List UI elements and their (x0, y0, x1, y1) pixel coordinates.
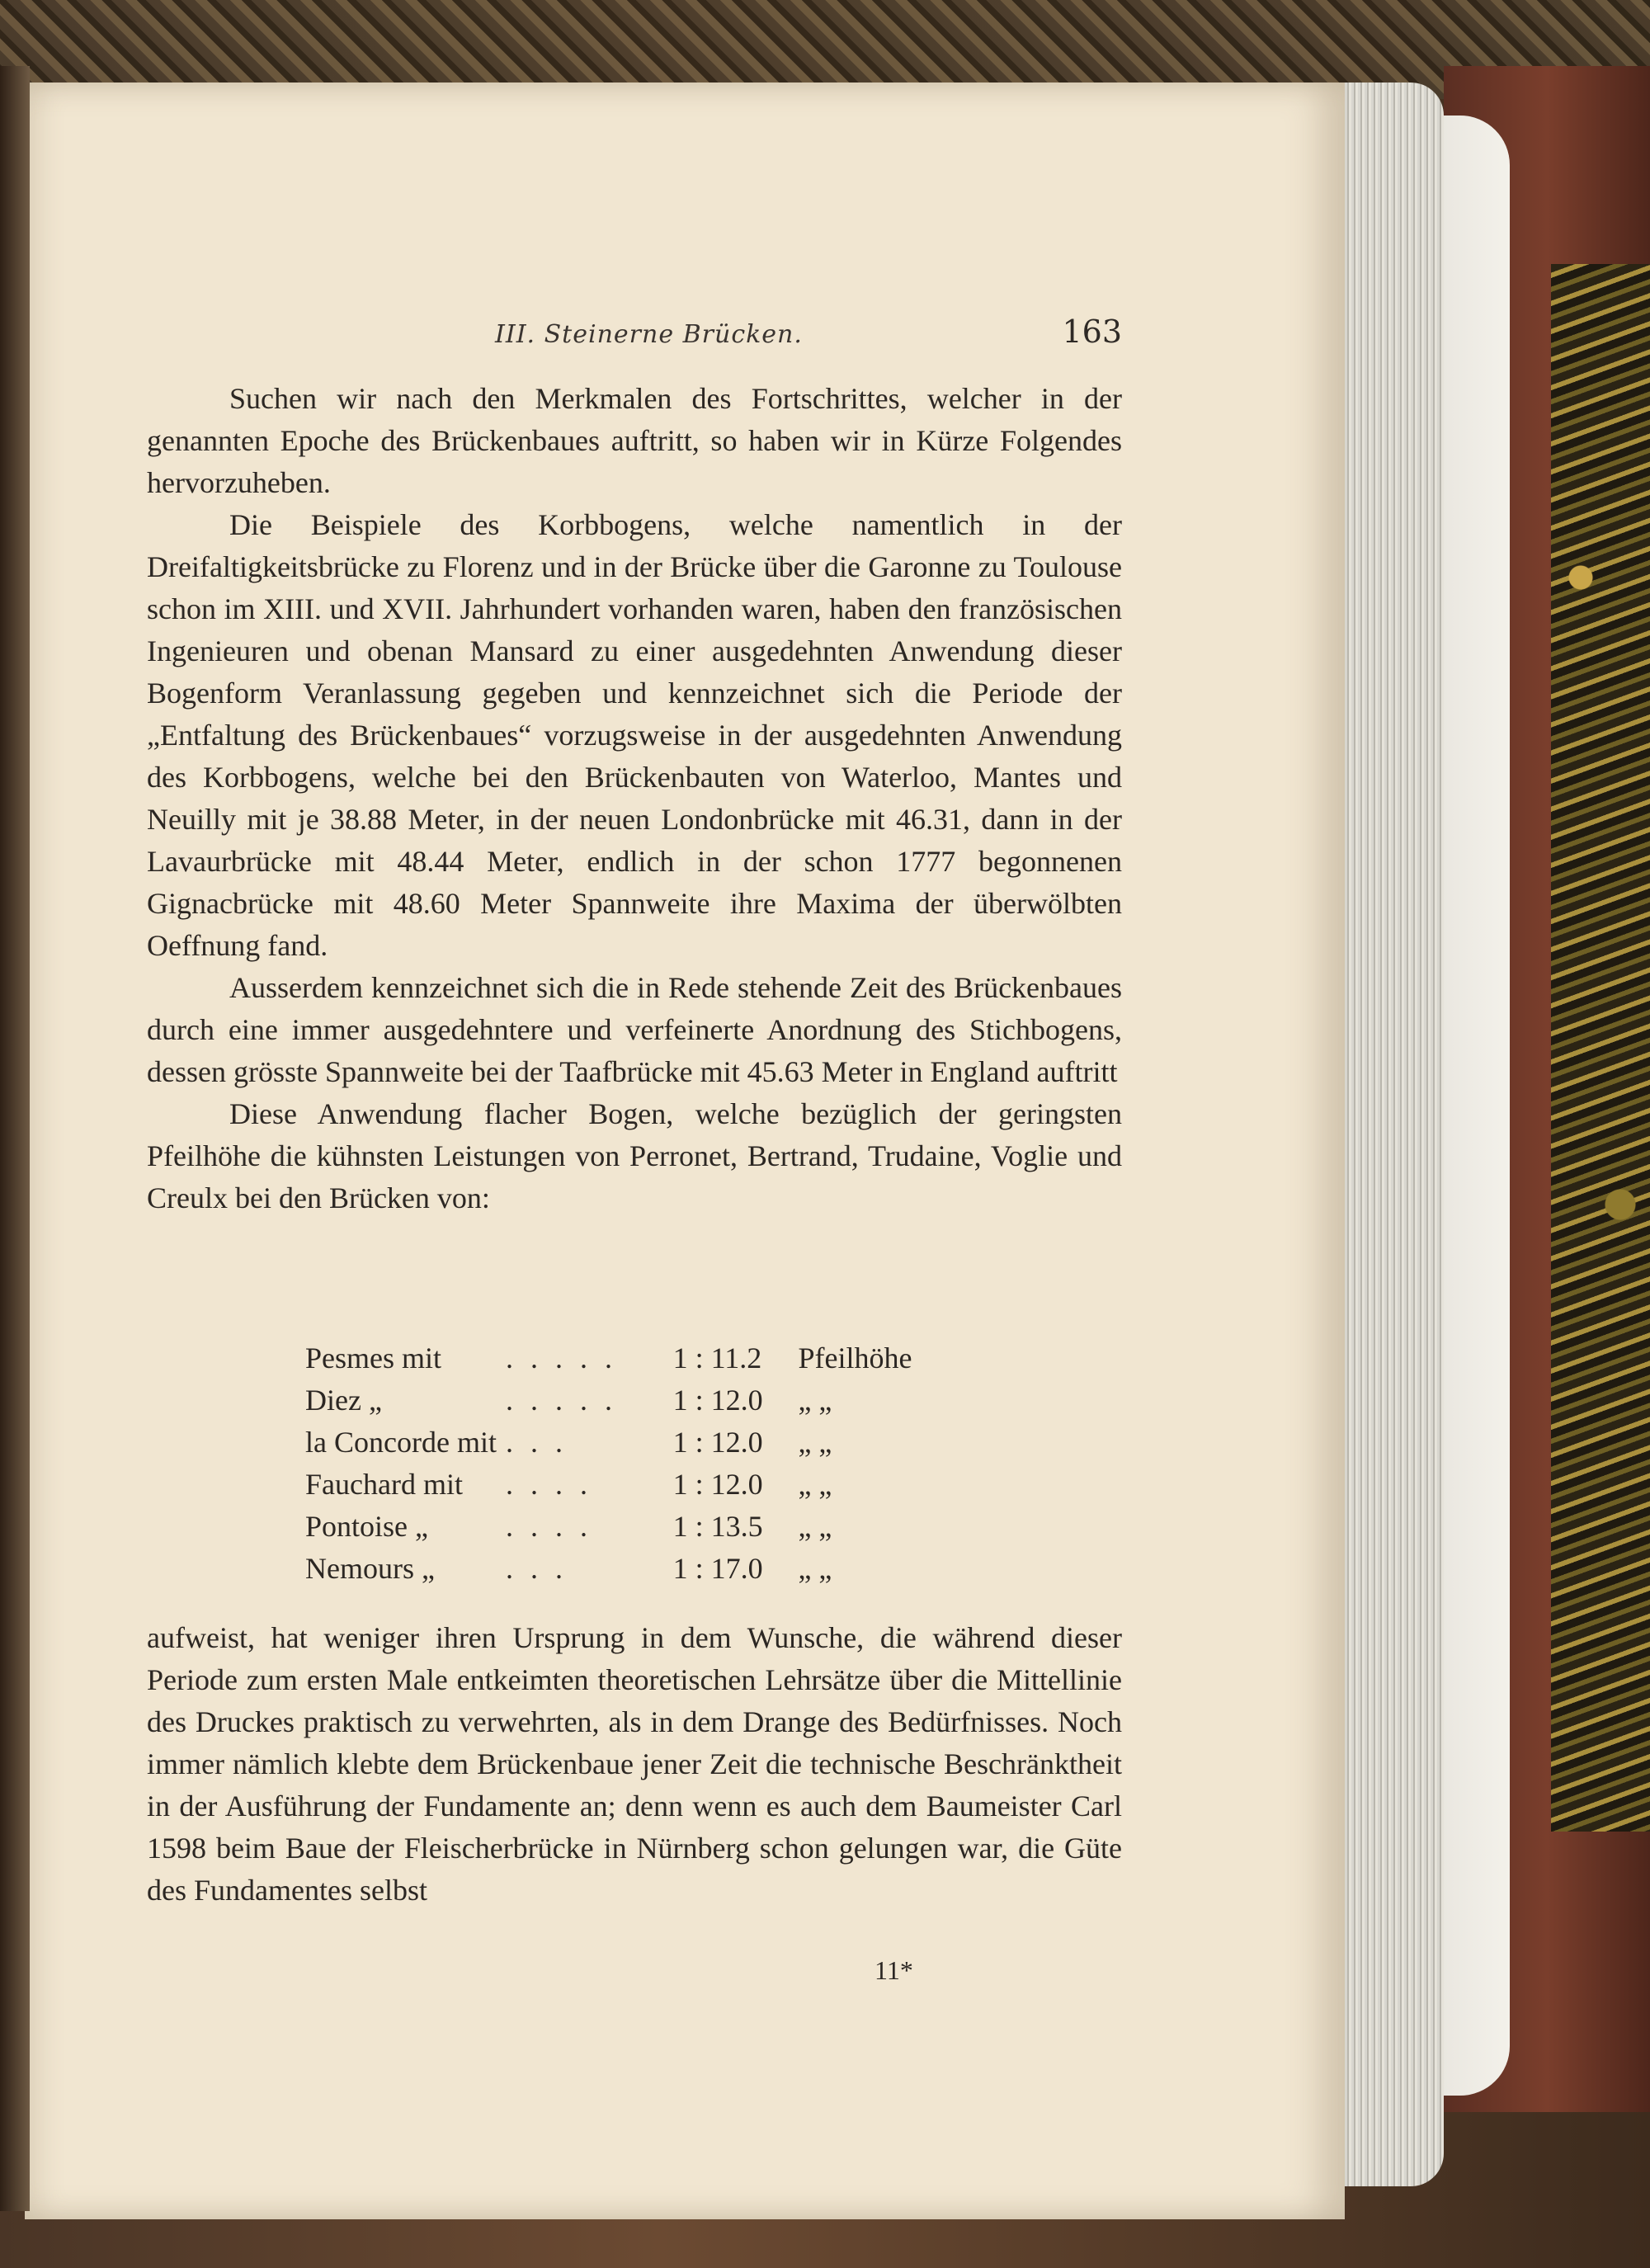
table-row (305, 1337, 965, 1379)
left-gutter (0, 66, 30, 2211)
place-cell: Diez „ (305, 1383, 382, 1417)
dots-cell: . . . . (506, 1509, 593, 1543)
body-text (147, 378, 1122, 1219)
dots-cell: . . . (506, 1551, 568, 1585)
dots-cell: . . . . . (506, 1341, 618, 1374)
page-edge-white (1436, 116, 1510, 2096)
place-cell: Nemours „ (305, 1551, 435, 1585)
dots-cell: . . . . (506, 1467, 593, 1501)
paragraph-3: Ausserdem kennzeichnet sich die in Rede stehende Zeit des Brückenbaues durch eine immer ausgedehntere und verfeinerte Anordnung des Stichbogens, dessen grösste Spannweite bei der Taafbrücke mit 45.63 Meter in England auftritt (147, 971, 1122, 1088)
paragraph-4: Diese Anwendung flacher Bogen, welche bezüglich der geringsten Pfeilhöhe die kühnsten Leistungen von Perronet, Bertrand, Trudaine, Voglie und Creulx bei den Brücken von: (147, 1097, 1122, 1214)
unit-cell: „ „ (798, 1551, 832, 1585)
paragraph-1: Suchen wir nach den Merkmalen des Fortschrittes, welcher in der genannten Epoche des Brückenbaues auftritt, so haben wir in Kürze Folgendes hervorzuheben. (147, 382, 1122, 499)
ratio-cell: 1 : 12.0 (672, 1467, 763, 1501)
table-row (305, 1463, 965, 1505)
ratio-cell: 1 : 13.5 (672, 1509, 763, 1543)
unit-cell: „ „ (798, 1425, 832, 1459)
running-title: III. Steinerne Brücken. (495, 320, 803, 349)
running-head (148, 314, 1122, 363)
place-cell: la Concorde mit (305, 1425, 497, 1459)
paragraph-5: aufweist, hat weniger ihren Ursprung in dem Wunsche, die während dieser Periode zum ersten Male entkeimten theoretischen Lehrsätze über die Mittellinie des Druckes praktisch zu verwehrten, als in dem Drange des Bedürfnisses. Noch immer nämlich klebte dem Brückenbaue jener Zeit die technische Beschränktheit in der Ausführung der Fundamente an; denn wenn es auch dem Baumeister Carl 1598 beim Baue der Fleischerbrücke in Nürnberg schon gelungen war, die Güte des Fundamentes selbst (147, 1621, 1122, 1907)
tail-text (147, 1617, 1122, 1912)
ratio-cell: 1 : 17.0 (672, 1551, 763, 1585)
pfeilhoehe-table (305, 1337, 965, 1589)
place-cell: Pontoise „ (305, 1509, 428, 1543)
ratio-cell: 1 : 11.2 (672, 1341, 762, 1374)
place-cell: Fauchard mit (305, 1467, 463, 1501)
paragraph-2: Die Beispiele des Korbbogens, welche namentlich in der Dreifaltigkeitsbrücke zu Florenz und in der Brücke über die Garonne zu Toulouse schon im XIII. und XVII. Jahrhundert vorhanden waren, haben den französischen Ingenieuren und obenan Mansard zu einer ausgedehnten Anwendung dieser Bogenform Veranlassung gegeben und kennzeichnet sich die Periode der „Entfaltung des Brückenbaues“ vorzugsweise in der ausgedehnten Anwendung des Korbbogens, welche bei den Brückenbauten von Waterloo, Mantes und Neuilly mit je 38.88 Meter, in der neuen Londonbrücke mit 46.31, dann in der Lavaurbrücke mit 48.44 Meter, endlich in der schon 1777 begonnenen Gignacbrücke mit 48.60 Meter Spannweite ihre Maxima der überwölbten Oeffnung fand. (147, 508, 1122, 962)
table-row (305, 1547, 965, 1589)
unit-cell: Pfeilhöhe (798, 1341, 912, 1374)
signature-mark: 11* (874, 1955, 913, 1985)
dots-cell: . . . . . (506, 1383, 618, 1417)
table-row (305, 1505, 965, 1547)
unit-cell: „ „ (798, 1467, 832, 1501)
unit-cell: „ „ (798, 1383, 832, 1417)
place-cell: Pesmes mit (305, 1341, 442, 1374)
ratio-cell: 1 : 12.0 (672, 1383, 763, 1417)
ratio-cell: 1 : 12.0 (672, 1425, 763, 1459)
unit-cell: „ „ (798, 1509, 832, 1543)
table-row (305, 1379, 965, 1421)
table-row (305, 1421, 965, 1463)
marbled-edge (1551, 264, 1650, 1832)
page-number: 163 (1062, 314, 1122, 350)
dots-cell: . . . (506, 1425, 568, 1459)
